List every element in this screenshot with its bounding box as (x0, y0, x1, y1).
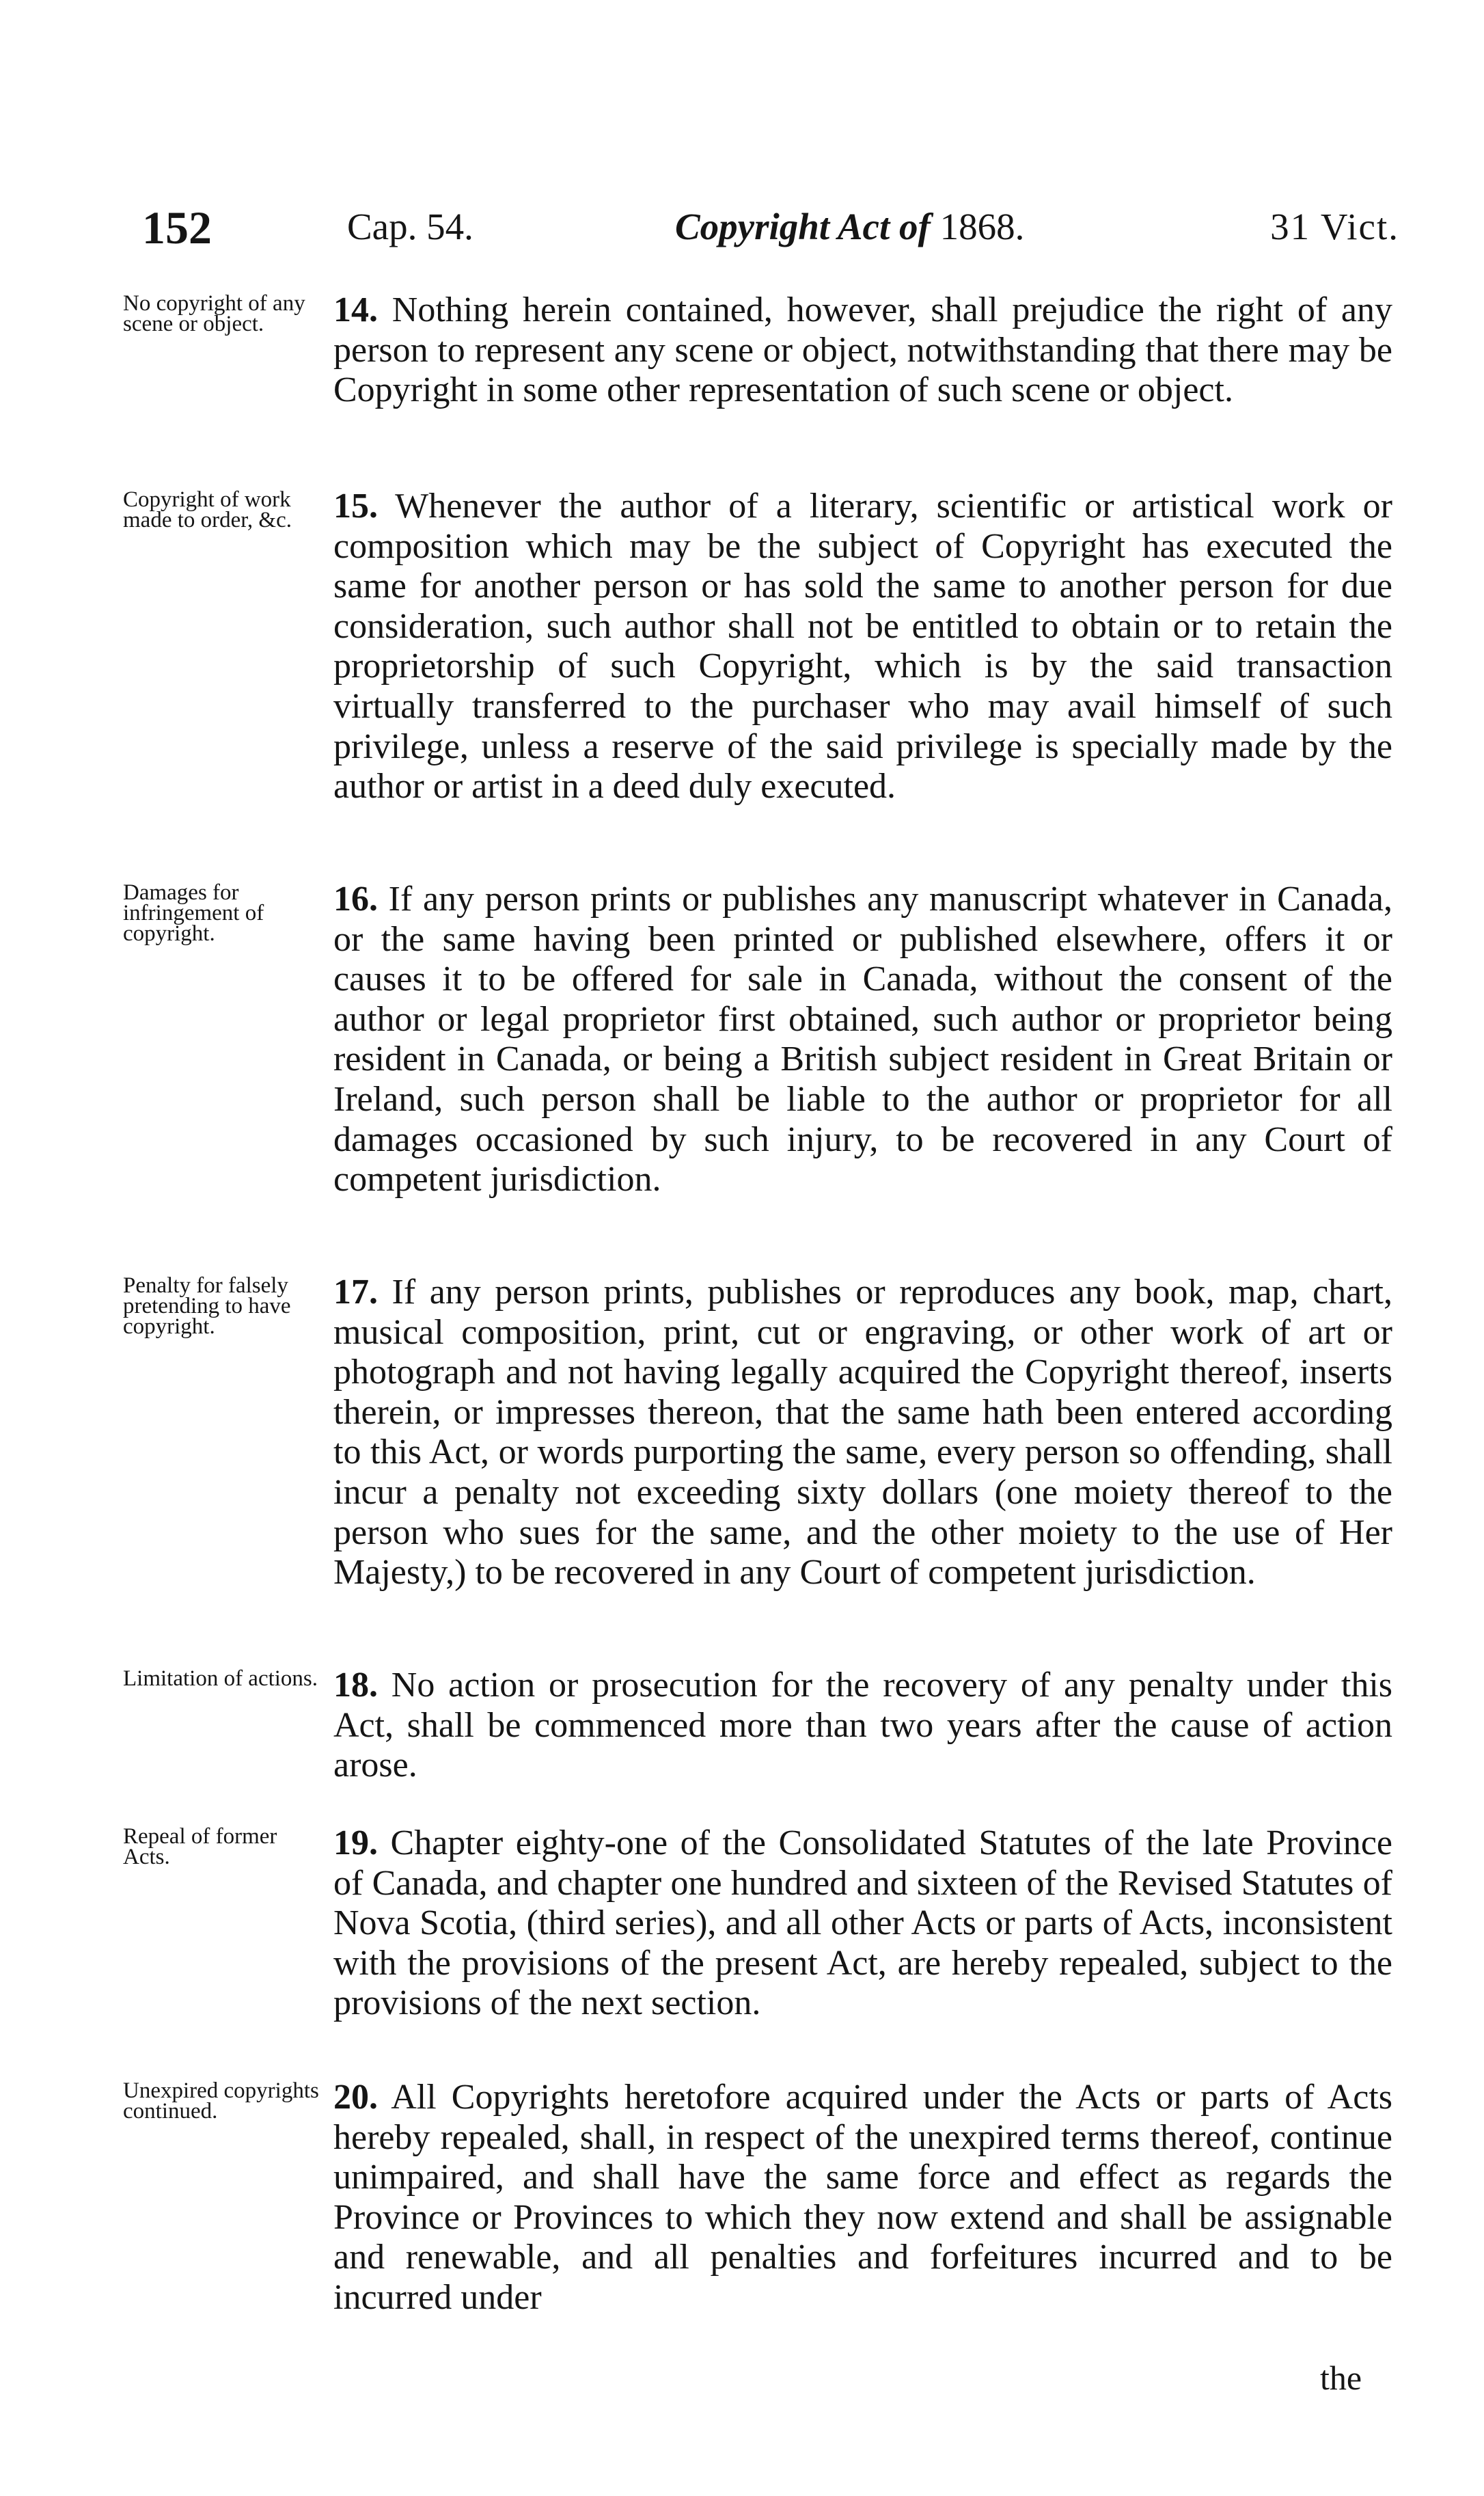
chapter-number: Cap. 54. (347, 206, 473, 247)
marginal-note: Damages for infringement of copyright. (123, 880, 264, 946)
section-number: 18. (333, 1666, 378, 1705)
section-text: If any person prints or publishes any manuscript whatever in Canada, or the same having been printed or published elsewhere, offers it or causes it to be offered for sale in Canada, without the consent of the author or legal proprietor first obtained, such author or proprietor being resident in Canada, or being a British subject resident in Great Britain or Ireland, such person shall be liable to the author or proprietor for all damages occasioned by such injury, to be recovered in any Court of competent jurisdiction. (333, 880, 1392, 1199)
marginal-note: Penalty for falsely pretending to have copyright. (123, 1273, 291, 1339)
catchword: the (1320, 2359, 1362, 2397)
section-body (333, 1273, 1392, 1593)
regnal-year: 31 Vict. (1270, 206, 1399, 247)
section-body (333, 2078, 1392, 2318)
marginal-note: Unexpired copyrights continued. (123, 2078, 319, 2124)
section-number: 20. (333, 2078, 378, 2117)
section-body (333, 880, 1392, 1200)
running-title-year: 1868. (930, 206, 1025, 247)
running-title-italic: Copyright Act of (675, 206, 931, 247)
section-body (333, 1666, 1392, 1786)
page-number: 152 (142, 202, 212, 254)
marginal-note: Repeal of former Acts. (123, 1824, 277, 1869)
section-body (333, 487, 1392, 807)
marginal-note: No copyright of any scene or object. (123, 291, 305, 336)
section-body (333, 290, 1392, 411)
section-text: Nothing herein contained, however, shall prejudice the right of any person to represent any scene or object, notwithstanding that there may be Copyright in some other representation of such scene or object. (333, 290, 1393, 410)
section-number: 19. (333, 1823, 378, 1862)
section-body (333, 1823, 1392, 2024)
section-text: All Copyrights heretofore acquired under the Acts or parts of Acts hereby repealed, shall, in respect of the unexpired terms thereof, continue unimpaired, and shall have the same force and effect as regards the Province or Provinces to which they now extend and shall be assignable and renewable, and all penalties and forfeitures incurred and to be incurred under (333, 2078, 1392, 2317)
section-text: No action or prosecution for the recovery of any penalty under this Act, shall be commenced more than two years after the cause of action arose. (333, 1666, 1393, 1785)
section-text: Whenever the author of a literary, scientific or artistical work or composition which may be the subject of Copyright has executed the same for another person or has sold the same to another person for due consideration, such author shall not be entitled to obtain or to retain the proprietorship of such Copyright, which is by the said transaction virtually transferred to the purchaser who may avail himself of such privilege, unless a reserve of the said privilege is specially made by the author or artist in a deed duly executed. (333, 487, 1392, 806)
section-number: 17. (333, 1273, 378, 1312)
section-number: 16. (333, 880, 378, 919)
section-number: 14. (333, 290, 378, 329)
section-text: If any person prints, publishes or reproduces any book, map, chart, musical composition, print, cut or engraving, or other work of art or photograph and not having legally acquired the Copyright thereof, inserts therein, or impresses thereon, that the same hath been entered according to this Act, or words purporting the same, every person so offending, shall incur a penalty not exceeding sixty dollars (one moiety thereof to the person who sues for the same, and the other moiety to the use of Her Majesty,) to be recovered in any Court of competent jurisdiction. (333, 1273, 1392, 1592)
section-text: Chapter eighty-one of the Consolidated Statutes of the late Province of Canada, and chapter one hundred and sixteen of the Revised Statutes of Nova Scotia, (third series), and all other Acts or parts of Acts, inconsistent with the provisions of the present Act, are hereby repealed, subject to the provisions of the next section. (333, 1823, 1393, 2023)
marginal-note: Limitation of actions. (123, 1666, 318, 1691)
section-number: 15. (333, 487, 378, 526)
marginal-note: Copyright of work made to order, &c. (123, 487, 292, 532)
running-title (675, 205, 1024, 248)
running-header (142, 202, 1399, 267)
